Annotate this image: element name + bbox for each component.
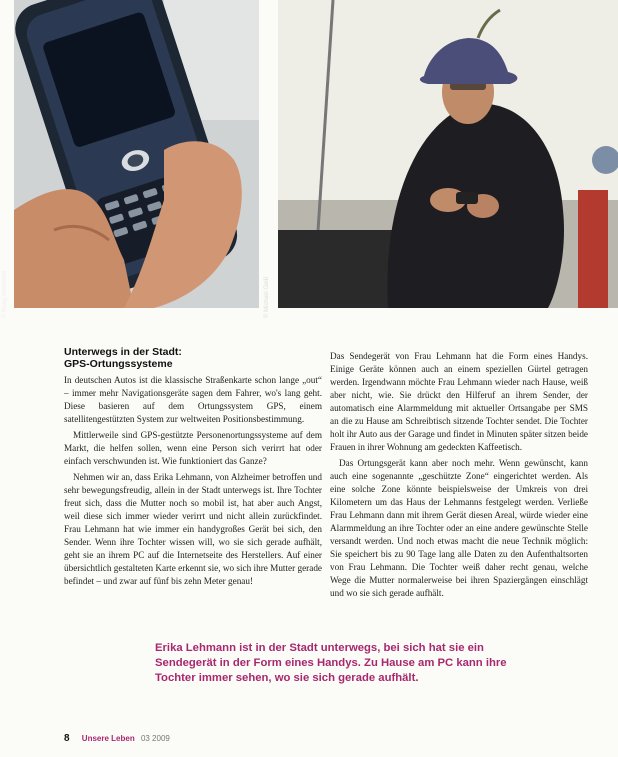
page-footer [64,733,170,744]
phone-illustration [14,0,259,308]
article-paragraph: Das Ortungsgerät kann aber noch mehr. Wenn gewünscht, kann auch eine sogenannte „geschützte Zone“ eingerichtet werden. Als eine solche Zone könnte beispielsweise der Umkreis von drei Kilometern um das Haus der Lehmanns festgelegt werden. Verließe Frau Lehmann dann mit ihrem Gerät diesen Areal, würde wieder eine Alarmmeldung an ihre Tochter oder an eine andere gewünschte Stelle versandt werden. Und noch etwas macht die neue Technik möglich: Sie speichert bis zu 90 Tage lang alle Daten zu den Aufenthaltsorten von Frau Lehmann. Die Tochter weiß daher recht genau, welche Wege die Mutter normalerweise bei ihren Spaziergängen einschlägt und wo sie sich gerade aufhält. [330,458,588,598]
photo-credit-left: © Kraig Adamson [2,271,8,318]
article-paragraph: Nehmen wir an, dass Erika Lehmann, von Alzheimer betroffen und sehr bewegungsfreudig, allein in der Stadt unterwegs ist. Ihre Tochter freut sich, dass die Mutter noch so mobil ist, hat aber auch Angst, weil diese sich immer wieder verirrt und nicht allein zurückfindet. Frau Lehmann hat wie immer ein handygroßes Gerät bei sich, den Sender. Wenn ihre Tochter wissen will, wo sie sich gerade aufhält, geht sie an ihrem PC auf die Internetseite des Herstellers. Auf einer übersichtlich gestalteten Karte erkennt sie, wo sich ihre Mutter gerade befindet – und zwar auf fünf bis zehn Meter genau! [64,472,322,586]
pull-quote-line: Sendegerät in der Form eines Handys. Zu Hause am PC kann ihre [155,657,507,669]
page-number: 8 [64,733,70,744]
article-column-right [330,350,588,603]
issue-date: 03 2009 [140,734,170,743]
subhead-line-1: Unterwegs in der Stadt: [64,346,182,358]
pull-quote-line: Erika Lehmann ist in der Stadt unterwegs, bei sich hat sie ein [155,642,484,654]
article-column-left [64,346,322,591]
pull-quote [155,641,575,686]
photo-credit-right: © Michael Geiß [264,276,270,318]
magazine-name: Unsere Leben [81,734,135,743]
phone-photo [14,0,259,308]
man-photo [278,0,618,308]
pull-quote-line: Tochter immer sehen, wo sie sich gerade aufhält. [155,672,419,684]
subhead-line-2: GPS-Ortungssysteme [64,358,173,370]
article-paragraph: In deutschen Autos ist die klassische Straßenkarte schon lange „out“ – immer mehr Navigationsgeräte sagen dem Fahrer, wo's lang geht. Diese basieren auf dem Ortungssystem GPS, einem satellitengestützten System zur weltweiten Positionsbestimmung. [64,375,322,424]
article-paragraph: Mittlerweile sind GPS-gestützte Personenortungssysteme auf dem Markt, die helfen sollen, wenn eine Person sich verirrt hat oder einfach verschwunden ist. Wie funktioniert das Ganze? [64,430,322,466]
article-paragraph: Das Sendegerät von Frau Lehmann hat die Form eines Handys. Einige Geräte können auch an einem speziellen Gürtel getragen werden. Irgendwann möchte Frau Lehmann wieder nach Hause, weiß aber nicht, wie. Sie drückt den Hilferuf an ihrem Sender, der automatisch eine Alarmmeldung mit aktueller Ortsangabe per SMS an die zu Hause am Schreibtisch sitzende Tochter sendet. Die Tochter holt ihr Auto aus der Garage und findet in Minuten später sitzen beide Frauen in ihrer Wohnung am gedeckten Kaffeetisch. [330,351,588,452]
man-illustration [278,0,618,308]
article-subhead [64,346,322,370]
